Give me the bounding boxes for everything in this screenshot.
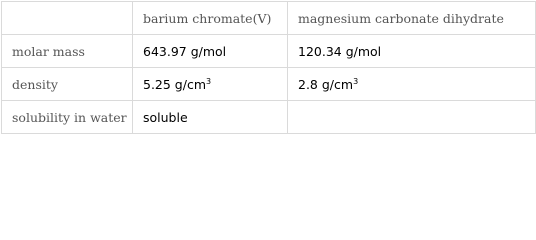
cell-molar-mass-barium-chromate — [133, 35, 288, 68]
comparison-table — [1, 1, 536, 134]
column-header-magnesium-carbonate-dihydrate: magnesium carbonate dihydrate — [288, 2, 536, 35]
cell-density-magnesium-carbonate — [288, 68, 536, 101]
table-row — [2, 68, 536, 101]
cell-superscript: 3 — [206, 76, 212, 86]
cell-superscript: 3 — [353, 76, 359, 86]
header-corner-cell — [2, 2, 133, 35]
header-row — [2, 2, 536, 35]
cell-solubility-barium-chromate — [133, 101, 288, 134]
cell-density-barium-chromate — [133, 68, 288, 101]
cell-molar-mass-magnesium-carbonate — [288, 35, 536, 68]
table-row — [2, 101, 536, 134]
row-label-density: density — [2, 68, 133, 101]
row-label-molar-mass: molar mass — [2, 35, 133, 68]
table-row — [2, 35, 536, 68]
cell-value: soluble — [143, 109, 188, 125]
cell-value: 120.34 g/mol — [298, 43, 382, 59]
row-label-solubility-in-water: solubility in water — [2, 101, 133, 134]
cell-value: 2.8 g/cm — [298, 76, 354, 92]
column-header-barium-chromate: barium chromate(V) — [133, 2, 288, 35]
cell-value: 643.97 g/mol — [143, 43, 227, 59]
cell-value: 5.25 g/cm — [143, 76, 207, 92]
cell-solubility-magnesium-carbonate — [288, 101, 536, 134]
